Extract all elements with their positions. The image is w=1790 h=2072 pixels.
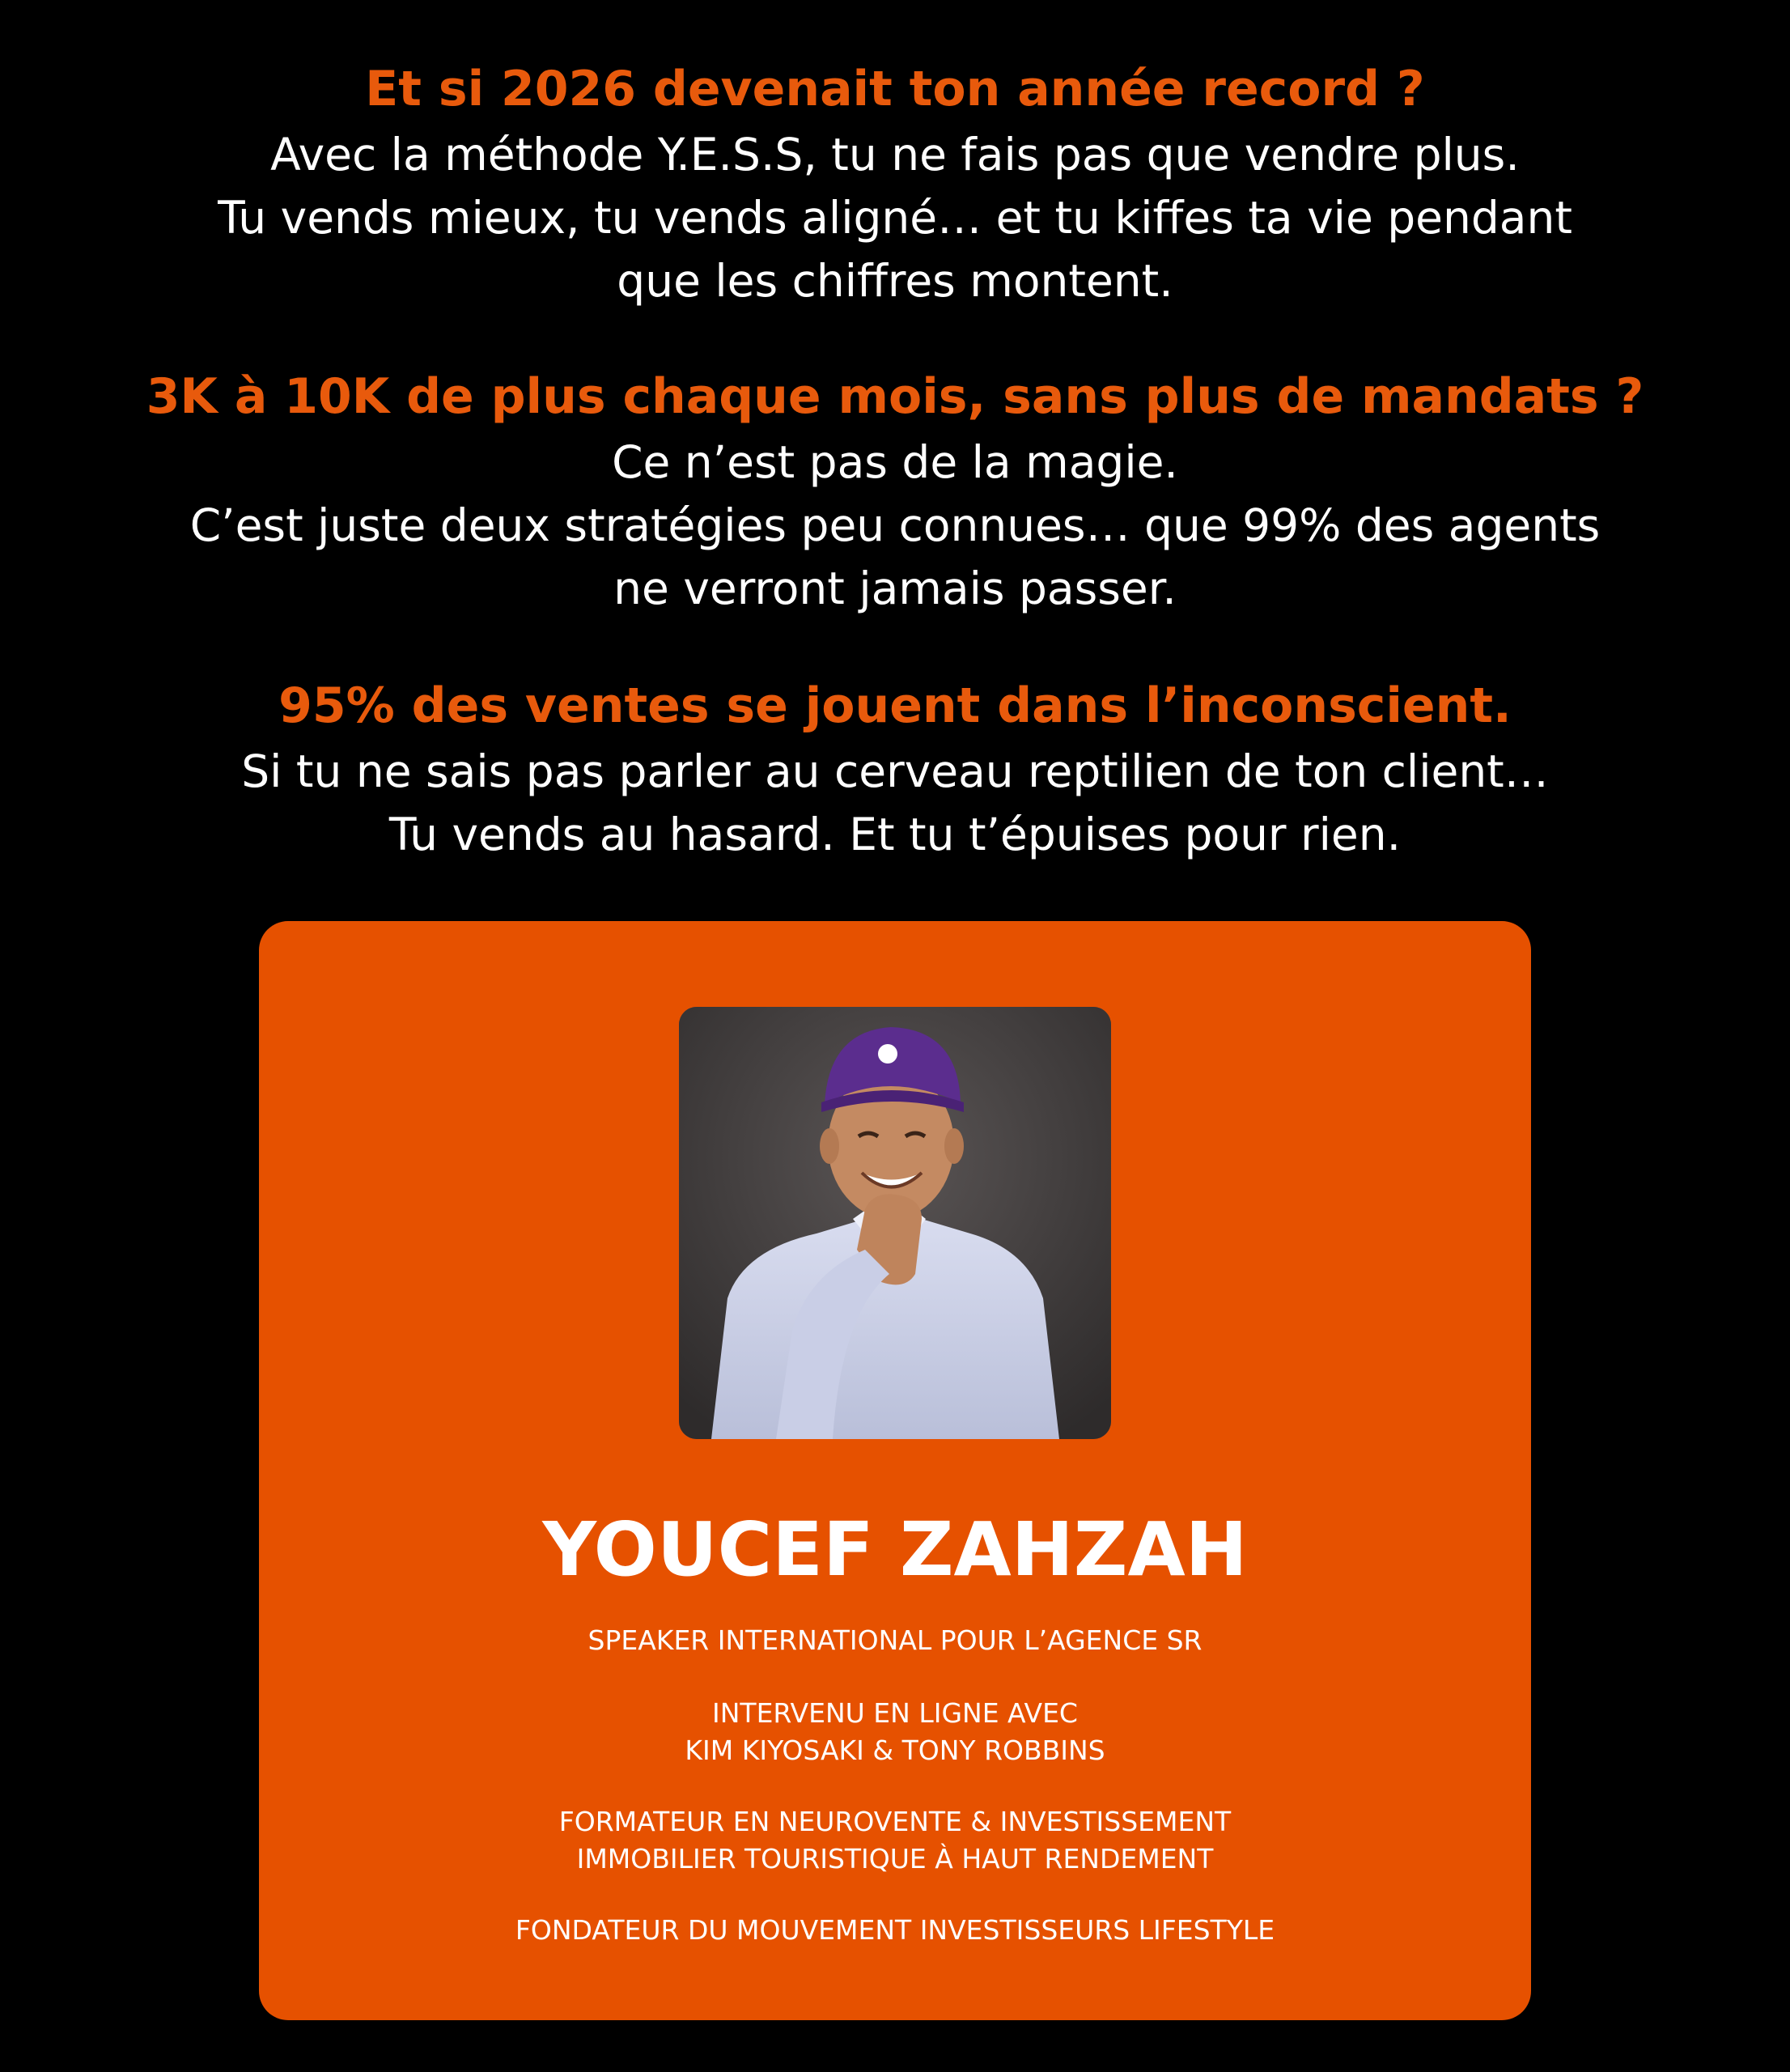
body-line: Avec la méthode Y.E.S.S, tu ne fais pas que vendre plus. <box>270 129 1520 180</box>
credential-line: FONDATEUR DU MOUVEMENT INVESTISSEURS LIFESTYLE <box>515 1914 1275 1946</box>
headline-unconscious-sales: 95% des ventes se jouent dans l’inconscient. <box>278 677 1512 734</box>
credential-online <box>259 1695 1531 1769</box>
body-line: Tu vends au hasard. Et tu t’épuises pour rien. <box>388 809 1402 860</box>
portrait-photo-icon <box>679 1007 1111 1439</box>
section-extra-income <box>0 363 1790 620</box>
credential-line: INTERVENU EN LIGNE AVEC <box>712 1697 1078 1729</box>
credential-line: FORMATEUR EN NEUROVENTE & INVESTISSEMENT <box>558 1806 1232 1837</box>
body-line: Ce n’est pas de la magie. <box>612 436 1178 488</box>
body-line: ne verront jamais passer. <box>613 563 1177 614</box>
headline-record-year: Et si 2026 devenait ton année record ? <box>365 61 1425 117</box>
credential-speaker <box>259 1622 1531 1659</box>
body-line: C’est juste deux stratégies peu connues… que 99% des agents <box>189 499 1601 551</box>
speaker-card <box>259 921 1531 2020</box>
credential-line: IMMOBILIER TOURISTIQUE À HAUT RENDEMENT <box>576 1843 1214 1875</box>
body-line: que les chiffres montent. <box>617 255 1173 307</box>
credential-trainer <box>259 1803 1531 1878</box>
section-record-year <box>0 55 1790 312</box>
body-line: Tu vends mieux, tu vends aligné… et tu kiffes ta vie pendant <box>218 192 1572 244</box>
section-unconscious-sales <box>0 672 1790 866</box>
credential-founder <box>259 1912 1531 1949</box>
credential-line: KIM KIYOSAKI & TONY ROBBINS <box>685 1734 1105 1766</box>
headline-extra-income: 3K à 10K de plus chaque mois, sans plus de mandats ? <box>146 368 1644 425</box>
speaker-photo <box>679 1007 1111 1439</box>
body-line: Si tu ne sais pas parler au cerveau reptilien de ton client… <box>241 745 1549 797</box>
credential-line: SPEAKER INTERNATIONAL POUR L’AGENCE SR <box>587 1624 1203 1656</box>
speaker-name: YOUCEF ZAHZAH <box>542 1506 1248 1593</box>
